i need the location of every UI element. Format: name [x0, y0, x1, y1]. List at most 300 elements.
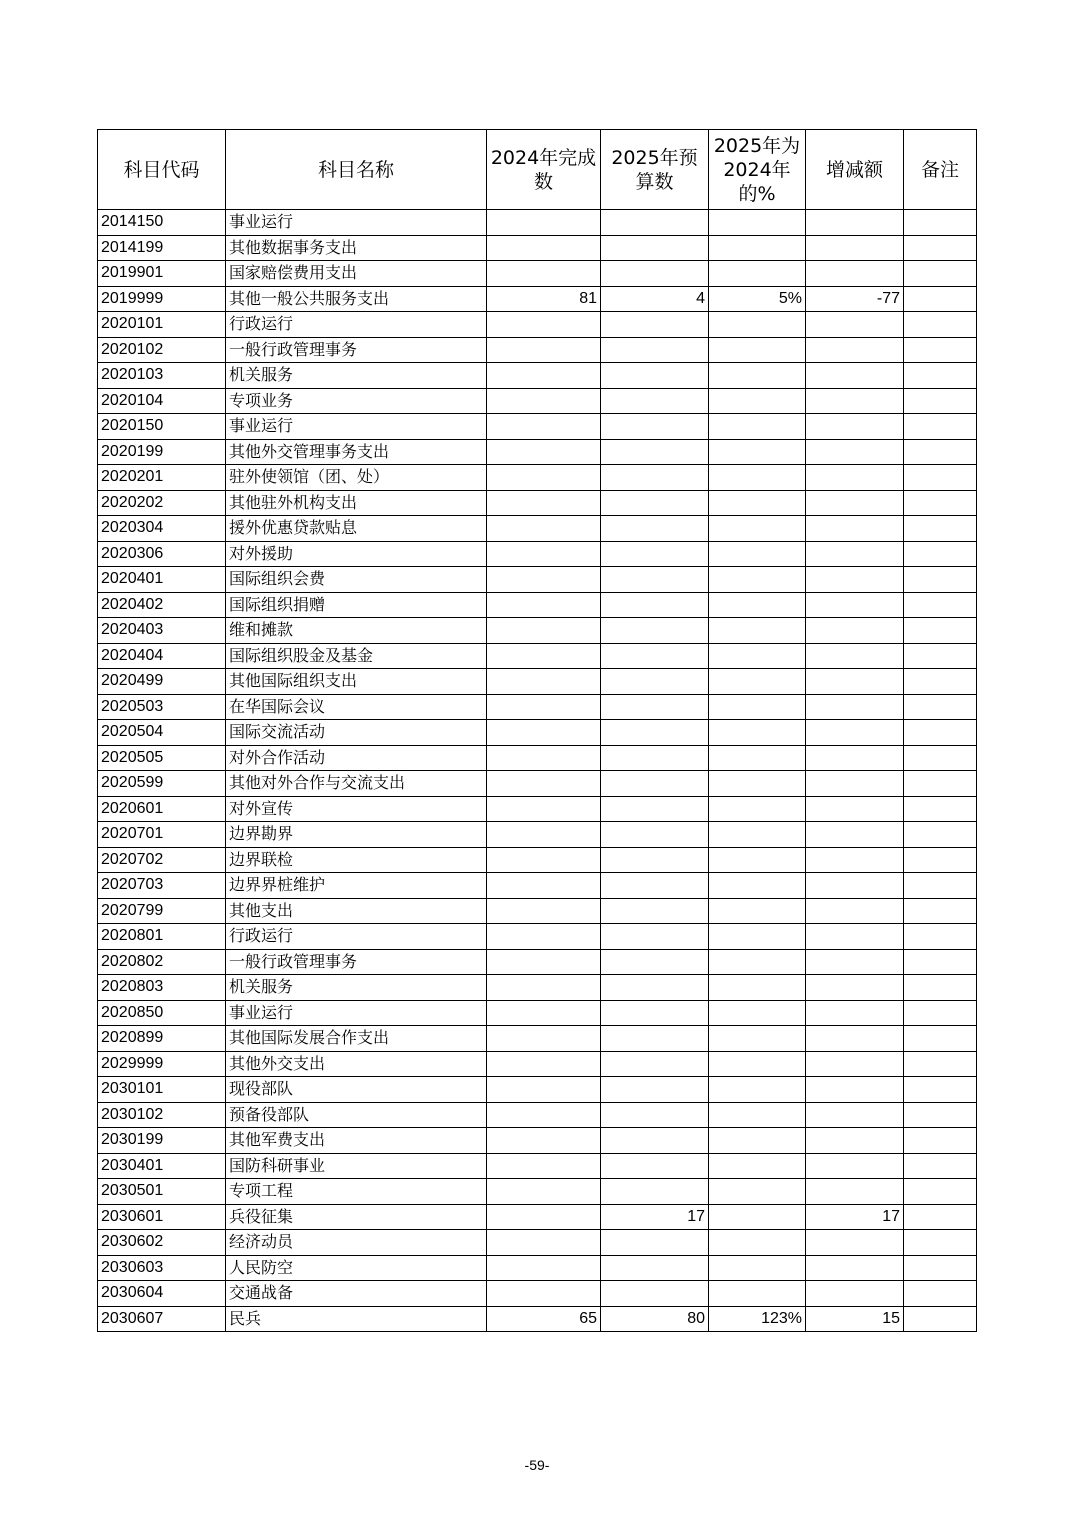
- cell-remark: [904, 541, 977, 567]
- cell-remark: [904, 975, 977, 1001]
- cell-name: 一般行政管理事务: [226, 949, 487, 975]
- cell-name: 行政运行: [226, 312, 487, 338]
- cell-budget-2025: [601, 1051, 709, 1077]
- cell-completed-2024: [487, 643, 601, 669]
- cell-budget-2025: [601, 1026, 709, 1052]
- cell-change: 15: [806, 1306, 904, 1332]
- cell-name: 现役部队: [226, 1077, 487, 1103]
- cell-remark: [904, 618, 977, 644]
- table-row: [98, 363, 977, 389]
- table-row: [98, 210, 977, 236]
- cell-budget-2025: [601, 924, 709, 950]
- cell-change: [806, 720, 904, 746]
- cell-percent: [709, 924, 806, 950]
- cell-code: 2030603: [98, 1255, 226, 1281]
- cell-change: [806, 1153, 904, 1179]
- cell-remark: [904, 414, 977, 440]
- cell-completed-2024: [487, 822, 601, 848]
- cell-change: [806, 873, 904, 899]
- cell-name: 国际组织捐赠: [226, 592, 487, 618]
- cell-budget-2025: [601, 337, 709, 363]
- cell-percent: [709, 261, 806, 287]
- cell-change: [806, 1230, 904, 1256]
- cell-remark: [904, 516, 977, 542]
- cell-completed-2024: [487, 975, 601, 1001]
- cell-budget-2025: [601, 745, 709, 771]
- table-row: [98, 975, 977, 1001]
- cell-completed-2024: [487, 1230, 601, 1256]
- cell-code: 2014150: [98, 210, 226, 236]
- table-row: [98, 949, 977, 975]
- table-row: [98, 414, 977, 440]
- cell-code: 2030501: [98, 1179, 226, 1205]
- cell-percent: [709, 388, 806, 414]
- cell-code: 2030102: [98, 1102, 226, 1128]
- cell-code: 2020850: [98, 1000, 226, 1026]
- table-row: [98, 1077, 977, 1103]
- cell-change: [806, 847, 904, 873]
- cell-budget-2025: [601, 1179, 709, 1205]
- cell-budget-2025: [601, 1102, 709, 1128]
- budget-table: [97, 129, 977, 1332]
- table-row: [98, 1306, 977, 1332]
- cell-remark: [904, 286, 977, 312]
- cell-name: 对外合作活动: [226, 745, 487, 771]
- cell-completed-2024: [487, 745, 601, 771]
- cell-budget-2025: [601, 1128, 709, 1154]
- cell-budget-2025: [601, 465, 709, 491]
- cell-remark: [904, 822, 977, 848]
- cell-name: 国防科研事业: [226, 1153, 487, 1179]
- cell-name: 专项工程: [226, 1179, 487, 1205]
- cell-completed-2024: [487, 414, 601, 440]
- cell-remark: [904, 1077, 977, 1103]
- cell-completed-2024: [487, 592, 601, 618]
- cell-code: 2020150: [98, 414, 226, 440]
- cell-completed-2024: [487, 618, 601, 644]
- cell-percent: [709, 541, 806, 567]
- cell-percent: [709, 490, 806, 516]
- cell-name: 边界勘界: [226, 822, 487, 848]
- cell-name: 事业运行: [226, 414, 487, 440]
- cell-percent: [709, 745, 806, 771]
- cell-completed-2024: [487, 363, 601, 389]
- cell-percent: [709, 337, 806, 363]
- cell-name: 国际组织股金及基金: [226, 643, 487, 669]
- cell-change: [806, 465, 904, 491]
- cell-percent: [709, 975, 806, 1001]
- cell-remark: [904, 312, 977, 338]
- cell-name: 其他外交管理事务支出: [226, 439, 487, 465]
- cell-remark: [904, 337, 977, 363]
- cell-completed-2024: [487, 261, 601, 287]
- table-row: [98, 1204, 977, 1230]
- cell-name: 交通战备: [226, 1281, 487, 1307]
- cell-name: 机关服务: [226, 363, 487, 389]
- cell-percent: [709, 669, 806, 695]
- cell-budget-2025: [601, 847, 709, 873]
- cell-code: 2014199: [98, 235, 226, 261]
- table-row: [98, 796, 977, 822]
- cell-remark: [904, 796, 977, 822]
- cell-change: [806, 669, 904, 695]
- cell-completed-2024: [487, 337, 601, 363]
- cell-budget-2025: 17: [601, 1204, 709, 1230]
- cell-name: 经济动员: [226, 1230, 487, 1256]
- cell-name: 其他驻外机构支出: [226, 490, 487, 516]
- cell-code: 2030401: [98, 1153, 226, 1179]
- cell-change: [806, 363, 904, 389]
- cell-code: 2019999: [98, 286, 226, 312]
- cell-percent: [709, 312, 806, 338]
- table-row: [98, 439, 977, 465]
- cell-budget-2025: [601, 516, 709, 542]
- table-row: [98, 1153, 977, 1179]
- cell-code: 2030601: [98, 1204, 226, 1230]
- cell-change: [806, 694, 904, 720]
- cell-change: [806, 924, 904, 950]
- cell-name: 其他军费支出: [226, 1128, 487, 1154]
- cell-completed-2024: [487, 490, 601, 516]
- cell-name: 边界界桩维护: [226, 873, 487, 899]
- cell-completed-2024: [487, 1102, 601, 1128]
- cell-percent: [709, 720, 806, 746]
- cell-change: [806, 261, 904, 287]
- cell-code: 2020799: [98, 898, 226, 924]
- table-body: [98, 210, 977, 1332]
- cell-name: 边界联检: [226, 847, 487, 873]
- table-row: [98, 745, 977, 771]
- cell-budget-2025: [601, 618, 709, 644]
- cell-percent: [709, 516, 806, 542]
- cell-remark: [904, 439, 977, 465]
- cell-budget-2025: [601, 567, 709, 593]
- cell-remark: [904, 669, 977, 695]
- header-name: 科目名称: [226, 130, 487, 210]
- cell-completed-2024: [487, 465, 601, 491]
- cell-remark: [904, 1153, 977, 1179]
- cell-budget-2025: [601, 439, 709, 465]
- cell-percent: [709, 694, 806, 720]
- cell-code: 2020504: [98, 720, 226, 746]
- cell-code: 2020101: [98, 312, 226, 338]
- cell-code: 2030101: [98, 1077, 226, 1103]
- cell-budget-2025: [601, 643, 709, 669]
- table-row: [98, 873, 977, 899]
- cell-budget-2025: [601, 975, 709, 1001]
- cell-change: [806, 235, 904, 261]
- cell-code: 2020505: [98, 745, 226, 771]
- cell-percent: [709, 796, 806, 822]
- cell-remark: [904, 490, 977, 516]
- cell-change: [806, 567, 904, 593]
- cell-remark: [904, 465, 977, 491]
- cell-name: 对外宣传: [226, 796, 487, 822]
- cell-budget-2025: [601, 363, 709, 389]
- cell-change: [806, 1255, 904, 1281]
- cell-code: 2020104: [98, 388, 226, 414]
- cell-name: 机关服务: [226, 975, 487, 1001]
- cell-budget-2025: [601, 898, 709, 924]
- cell-completed-2024: [487, 439, 601, 465]
- header-remark: 备注: [904, 130, 977, 210]
- cell-percent: [709, 1230, 806, 1256]
- cell-percent: [709, 618, 806, 644]
- cell-percent: [709, 1102, 806, 1128]
- cell-budget-2025: [601, 669, 709, 695]
- cell-percent: [709, 1128, 806, 1154]
- cell-change: [806, 796, 904, 822]
- cell-code: 2020801: [98, 924, 226, 950]
- cell-percent: [709, 771, 806, 797]
- cell-change: [806, 210, 904, 236]
- cell-name: 其他支出: [226, 898, 487, 924]
- cell-budget-2025: [601, 235, 709, 261]
- cell-completed-2024: [487, 873, 601, 899]
- cell-remark: [904, 1000, 977, 1026]
- cell-change: [806, 643, 904, 669]
- table-row: [98, 898, 977, 924]
- table-row: [98, 1255, 977, 1281]
- cell-percent: [709, 1000, 806, 1026]
- cell-remark: [904, 1026, 977, 1052]
- table-row: [98, 694, 977, 720]
- cell-remark: [904, 1281, 977, 1307]
- table-row: [98, 541, 977, 567]
- cell-completed-2024: [487, 924, 601, 950]
- cell-budget-2025: [601, 796, 709, 822]
- cell-change: [806, 439, 904, 465]
- cell-percent: [709, 898, 806, 924]
- cell-code: 2020202: [98, 490, 226, 516]
- table-row: [98, 1000, 977, 1026]
- cell-remark: [904, 771, 977, 797]
- table-row: [98, 312, 977, 338]
- cell-percent: [709, 1077, 806, 1103]
- cell-remark: [904, 720, 977, 746]
- cell-percent: [709, 1204, 806, 1230]
- cell-budget-2025: [601, 1153, 709, 1179]
- cell-completed-2024: [487, 1255, 601, 1281]
- header-row: [98, 130, 977, 210]
- cell-name: 其他数据事务支出: [226, 235, 487, 261]
- cell-completed-2024: [487, 949, 601, 975]
- cell-budget-2025: [601, 592, 709, 618]
- table-row: [98, 388, 977, 414]
- cell-percent: [709, 847, 806, 873]
- header-budget-2025: 2025年预算数: [601, 130, 709, 210]
- cell-budget-2025: [601, 414, 709, 440]
- cell-budget-2025: [601, 261, 709, 287]
- header-change: 增减额: [806, 130, 904, 210]
- cell-remark: [904, 745, 977, 771]
- cell-completed-2024: [487, 312, 601, 338]
- cell-change: [806, 1128, 904, 1154]
- table-row: [98, 847, 977, 873]
- cell-code: 2020402: [98, 592, 226, 618]
- cell-percent: 123%: [709, 1306, 806, 1332]
- cell-budget-2025: [601, 1255, 709, 1281]
- header-code: 科目代码: [98, 130, 226, 210]
- cell-change: [806, 1102, 904, 1128]
- cell-name: 对外援助: [226, 541, 487, 567]
- cell-percent: [709, 567, 806, 593]
- cell-budget-2025: [601, 312, 709, 338]
- cell-remark: [904, 1051, 977, 1077]
- cell-name: 专项业务: [226, 388, 487, 414]
- cell-remark: [904, 235, 977, 261]
- table-row: [98, 1051, 977, 1077]
- table-row: [98, 337, 977, 363]
- cell-change: [806, 1179, 904, 1205]
- cell-remark: [904, 1204, 977, 1230]
- cell-remark: [904, 694, 977, 720]
- cell-name: 事业运行: [226, 210, 487, 236]
- cell-change: 17: [806, 1204, 904, 1230]
- cell-name: 国家赔偿费用支出: [226, 261, 487, 287]
- cell-name: 预备役部队: [226, 1102, 487, 1128]
- table-row: [98, 235, 977, 261]
- cell-completed-2024: [487, 694, 601, 720]
- cell-remark: [904, 261, 977, 287]
- cell-change: [806, 745, 904, 771]
- table-row: [98, 465, 977, 491]
- cell-remark: [904, 1230, 977, 1256]
- cell-code: 2029999: [98, 1051, 226, 1077]
- header-completed-2024: 2024年完成数: [487, 130, 601, 210]
- cell-completed-2024: [487, 1204, 601, 1230]
- cell-percent: [709, 1026, 806, 1052]
- table-row: [98, 924, 977, 950]
- cell-code: 2030199: [98, 1128, 226, 1154]
- cell-completed-2024: [487, 516, 601, 542]
- cell-change: [806, 618, 904, 644]
- cell-change: [806, 771, 904, 797]
- cell-name: 援外优惠贷款贴息: [226, 516, 487, 542]
- cell-percent: [709, 210, 806, 236]
- cell-change: [806, 1000, 904, 1026]
- cell-code: 2020703: [98, 873, 226, 899]
- cell-remark: [904, 1128, 977, 1154]
- table-row: [98, 822, 977, 848]
- cell-completed-2024: [487, 235, 601, 261]
- cell-code: 2020803: [98, 975, 226, 1001]
- cell-remark: [904, 1102, 977, 1128]
- cell-code: 2020404: [98, 643, 226, 669]
- cell-percent: [709, 1255, 806, 1281]
- cell-code: 2020599: [98, 771, 226, 797]
- cell-budget-2025: [601, 1281, 709, 1307]
- cell-remark: [904, 643, 977, 669]
- cell-name: 其他对外合作与交流支出: [226, 771, 487, 797]
- cell-budget-2025: [601, 822, 709, 848]
- cell-completed-2024: [487, 669, 601, 695]
- page-number: -59-: [524, 1457, 550, 1473]
- cell-percent: [709, 949, 806, 975]
- cell-budget-2025: [601, 949, 709, 975]
- cell-code: 2020199: [98, 439, 226, 465]
- table-row: [98, 1102, 977, 1128]
- cell-percent: [709, 439, 806, 465]
- cell-code: 2020403: [98, 618, 226, 644]
- cell-budget-2025: 80: [601, 1306, 709, 1332]
- cell-completed-2024: [487, 210, 601, 236]
- cell-code: 2020306: [98, 541, 226, 567]
- cell-percent: [709, 414, 806, 440]
- cell-code: 2020401: [98, 567, 226, 593]
- cell-change: [806, 1026, 904, 1052]
- cell-remark: [904, 567, 977, 593]
- cell-name: 在华国际会议: [226, 694, 487, 720]
- cell-code: 2020201: [98, 465, 226, 491]
- cell-completed-2024: 65: [487, 1306, 601, 1332]
- cell-name: 维和摊款: [226, 618, 487, 644]
- table-row: [98, 1179, 977, 1205]
- cell-name: 一般行政管理事务: [226, 337, 487, 363]
- cell-name: 其他外交支出: [226, 1051, 487, 1077]
- cell-percent: [709, 873, 806, 899]
- cell-change: [806, 898, 904, 924]
- cell-budget-2025: [601, 1000, 709, 1026]
- cell-percent: [709, 465, 806, 491]
- cell-budget-2025: [601, 490, 709, 516]
- cell-percent: [709, 235, 806, 261]
- table-row: [98, 643, 977, 669]
- cell-name: 事业运行: [226, 1000, 487, 1026]
- cell-remark: [904, 210, 977, 236]
- cell-code: 2020802: [98, 949, 226, 975]
- cell-completed-2024: [487, 388, 601, 414]
- cell-completed-2024: [487, 898, 601, 924]
- table-row: [98, 1128, 977, 1154]
- table-row: [98, 618, 977, 644]
- table-row: [98, 286, 977, 312]
- cell-remark: [904, 363, 977, 389]
- cell-percent: [709, 1281, 806, 1307]
- cell-name: 国际交流活动: [226, 720, 487, 746]
- cell-budget-2025: [601, 210, 709, 236]
- cell-change: [806, 949, 904, 975]
- cell-remark: [904, 847, 977, 873]
- cell-change: [806, 822, 904, 848]
- cell-budget-2025: [601, 1077, 709, 1103]
- cell-remark: [904, 1306, 977, 1332]
- cell-change: [806, 975, 904, 1001]
- cell-completed-2024: [487, 1281, 601, 1307]
- table-row: [98, 669, 977, 695]
- cell-code: 2020304: [98, 516, 226, 542]
- cell-budget-2025: [601, 720, 709, 746]
- cell-code: 2020102: [98, 337, 226, 363]
- cell-code: 2020702: [98, 847, 226, 873]
- cell-change: [806, 337, 904, 363]
- cell-remark: [904, 592, 977, 618]
- table-row: [98, 567, 977, 593]
- cell-percent: [709, 592, 806, 618]
- cell-completed-2024: [487, 1128, 601, 1154]
- cell-change: [806, 490, 904, 516]
- cell-name: 国际组织会费: [226, 567, 487, 593]
- cell-percent: [709, 1179, 806, 1205]
- cell-completed-2024: [487, 796, 601, 822]
- cell-completed-2024: [487, 1000, 601, 1026]
- cell-code: 2020601: [98, 796, 226, 822]
- table-row: [98, 1281, 977, 1307]
- cell-budget-2025: 4: [601, 286, 709, 312]
- cell-remark: [904, 873, 977, 899]
- cell-completed-2024: [487, 1153, 601, 1179]
- cell-code: 2020503: [98, 694, 226, 720]
